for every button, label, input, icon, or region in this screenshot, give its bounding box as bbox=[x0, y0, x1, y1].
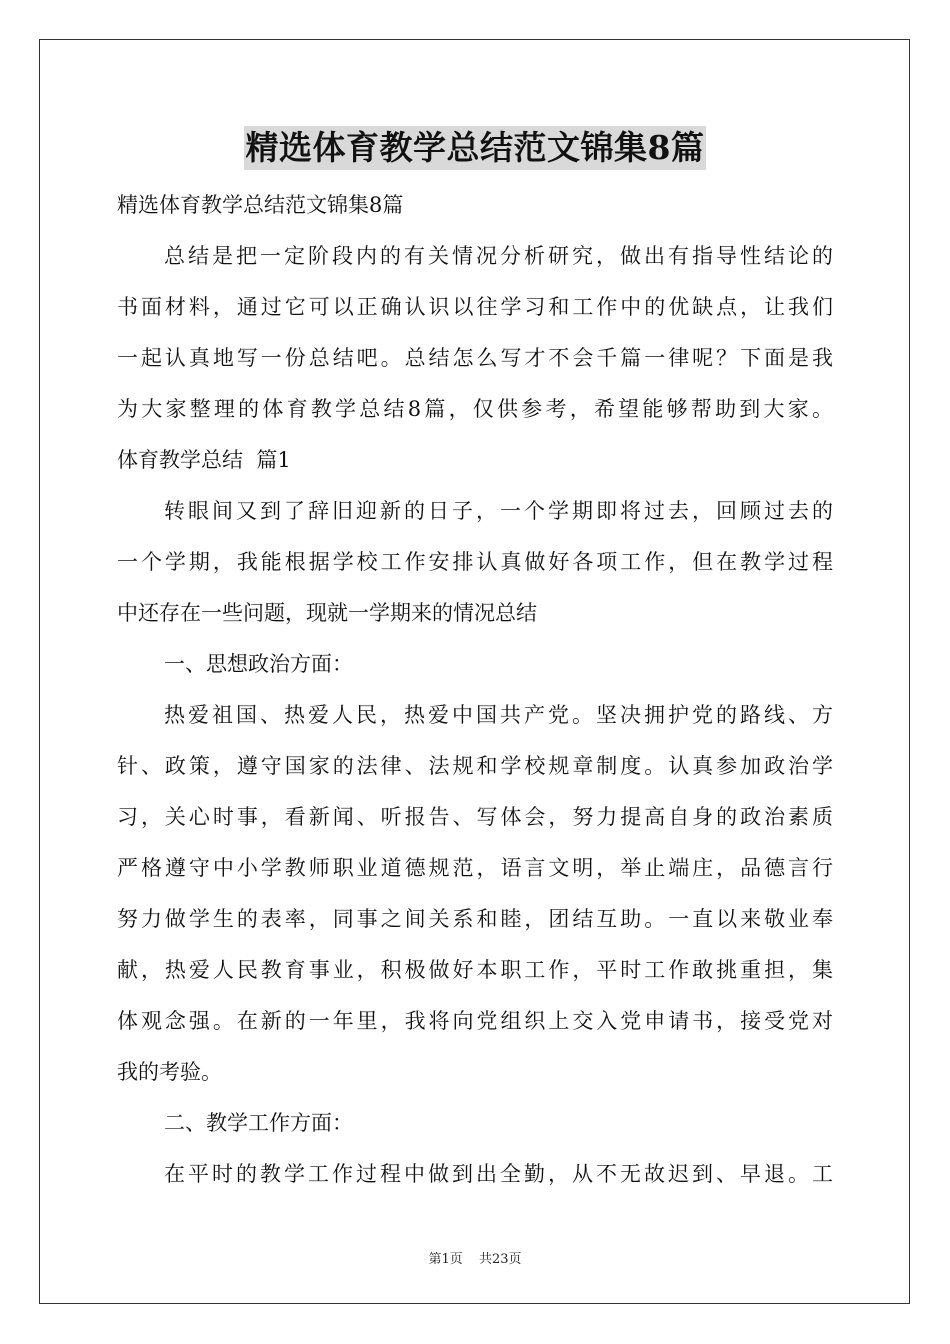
para2-line: 献，热爱人民教育事业，积极做好本职工作，平时工作敢挑重担，集 bbox=[117, 958, 833, 982]
para1-line: 中还存在一些问题，现就一学期来的情况总结 bbox=[117, 601, 537, 625]
document-subtitle: 精选体育教学总结范文锦集8篇 bbox=[117, 193, 404, 217]
para1-line: 一个学期，我能根据学校工作安排认真做好各项工作，但在教学过程 bbox=[117, 550, 833, 574]
document-title: 精选体育教学总结范文锦集8篇 bbox=[244, 126, 707, 170]
para1-line: 转眼间又到了辞旧迎新的日子，一个学期即将过去，回顾过去的 bbox=[164, 499, 833, 523]
page-footer bbox=[0, 1248, 950, 1267]
para2-line: 针、政策，遵守国家的法律、法规和学校规章制度。认真参加政治学 bbox=[117, 754, 833, 778]
page-number: 第1页 bbox=[428, 1252, 463, 1267]
subsection-heading-teaching: 二、教学工作方面： bbox=[164, 1111, 353, 1135]
para2-line: 努力做学生的表率，同事之间关系和睦，团结互助。一直以来敬业奉 bbox=[117, 907, 833, 931]
intro-line: 为大家整理的体育教学总结8篇，仅供参考，希望能够帮助到大家。 bbox=[117, 397, 833, 421]
para2-line: 我的考验。 bbox=[117, 1060, 222, 1084]
intro-line: 总结是把一定阶段内的有关情况分析研究，做出有指导性结论的 bbox=[164, 244, 833, 268]
para2-line: 热爱祖国、热爱人民，热爱中国共产党。坚决拥护党的路线、方 bbox=[164, 703, 833, 727]
page-total: 共23页 bbox=[478, 1252, 522, 1267]
title-container bbox=[0, 126, 950, 170]
para3-line: 在平时的教学工作过程中做到出全勤，从不无故迟到、早退。工 bbox=[164, 1162, 833, 1186]
para2-line: 严格遵守中小学教师职业道德规范，语言文明，举止端庄，品德言行 bbox=[117, 856, 833, 880]
para2-line: 习，关心时事，看新闻、听报告、写体会，努力提高自身的政治素质 bbox=[117, 805, 833, 829]
subsection-heading-politics: 一、思想政治方面： bbox=[164, 652, 353, 676]
para2-line: 体观念强。在新的一年里，我将向党组织上交入党申请书，接受党对 bbox=[117, 1009, 833, 1033]
section-heading: 体育教学总结 篇1 bbox=[117, 448, 291, 472]
intro-line: 一起认真地写一份总结吧。总结怎么写才不会千篇一律呢？下面是我 bbox=[117, 346, 833, 370]
intro-line: 书面材料，通过它可以正确认识以往学习和工作中的优缺点，让我们 bbox=[117, 295, 833, 319]
document-body bbox=[117, 180, 833, 1200]
